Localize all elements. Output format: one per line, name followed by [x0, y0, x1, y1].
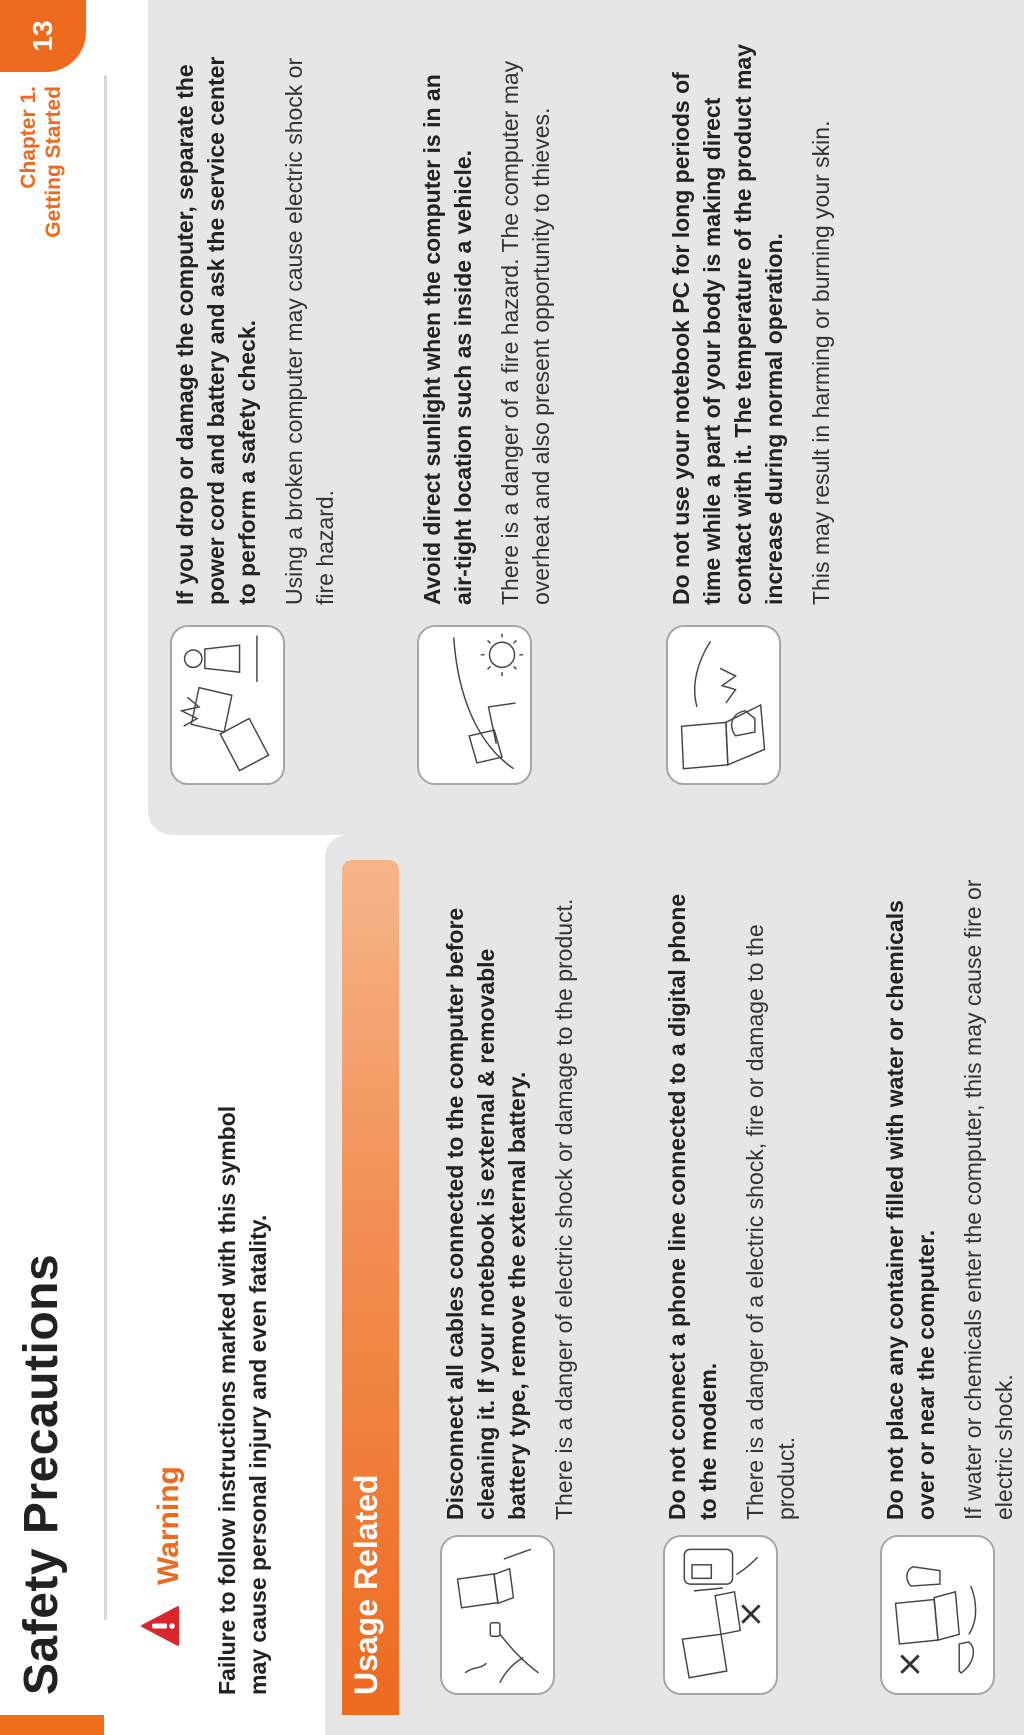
usage-item-heading: Avoid direct sunlight when the computer is in an air-tight location such as inside a vehicle.: [419, 74, 476, 605]
chapter-label: [16, 86, 66, 238]
usage-item-description: There is a danger of a fire hazard. The computer may overheat and also present opportunity to thieves.: [497, 60, 554, 605]
warning-heading: Warning: [152, 1466, 185, 1585]
usage-item: [417, 35, 557, 605]
hot-notebook-illustration: [666, 625, 781, 785]
usage-item-heading: Disconnect all cables connected to the computer before cleaning it. If your notebook is external & removable battery type, remove the external battery.: [442, 907, 530, 1520]
header-divider: [104, 75, 107, 1620]
water-container-illustration: [880, 1535, 995, 1695]
usage-item-heading: Do not connect a phone line connected to a digital phone to the modem.: [664, 893, 721, 1520]
usage-item-description: There is a danger of electric shock or damage to the product.: [551, 898, 577, 1520]
dropped-computer-illustration: [170, 625, 285, 785]
warning-text: Failure to follow instructions marked with this symbol may cause personal injury and even fatality.: [214, 1105, 271, 1695]
usage-item-heading: If you drop or damage the computer, separate the power cord and battery and ask the service center to perform a safety check.: [172, 56, 260, 605]
usage-heading: Usage Related: [348, 1474, 384, 1695]
usage-item: [880, 870, 1020, 1520]
usage-item-heading: Do not use your notebook PC for long periods of time while a part of your body is making direct contact with it. The temperature of the product may increase during normal operation.: [668, 43, 787, 605]
usage-item-description: This may result in harming or burning your skin.: [808, 120, 834, 605]
page-edge-tab: [0, 1715, 104, 1735]
page-number-badge: 13: [0, 0, 86, 72]
page-title: Safety Precautions: [15, 1253, 68, 1695]
phone-line-illustration: [663, 1535, 778, 1695]
warning-triangle-icon: [140, 1605, 180, 1647]
sunlight-vehicle-illustration: [417, 625, 532, 785]
usage-item: [170, 35, 341, 605]
chapter-section: Getting Started: [42, 86, 65, 238]
usage-item: [662, 870, 802, 1520]
chapter-number: Chapter 1.: [17, 86, 40, 189]
usage-item-heading: Do not place any container filled with water or chemicals over or near the computer.: [882, 900, 939, 1520]
unplugging-cables-illustration: [440, 1535, 555, 1695]
usage-item-description: There is a danger of a electric shock, fire or damage to the product.: [742, 924, 799, 1520]
usage-item: [666, 35, 837, 605]
usage-item-description: If water or chemicals enter the computer, this may cause fire or electric shock.: [960, 879, 1017, 1520]
usage-item-description: Using a broken computer may cause electric shock or fire hazard.: [281, 57, 338, 605]
usage-item: [440, 870, 580, 1520]
